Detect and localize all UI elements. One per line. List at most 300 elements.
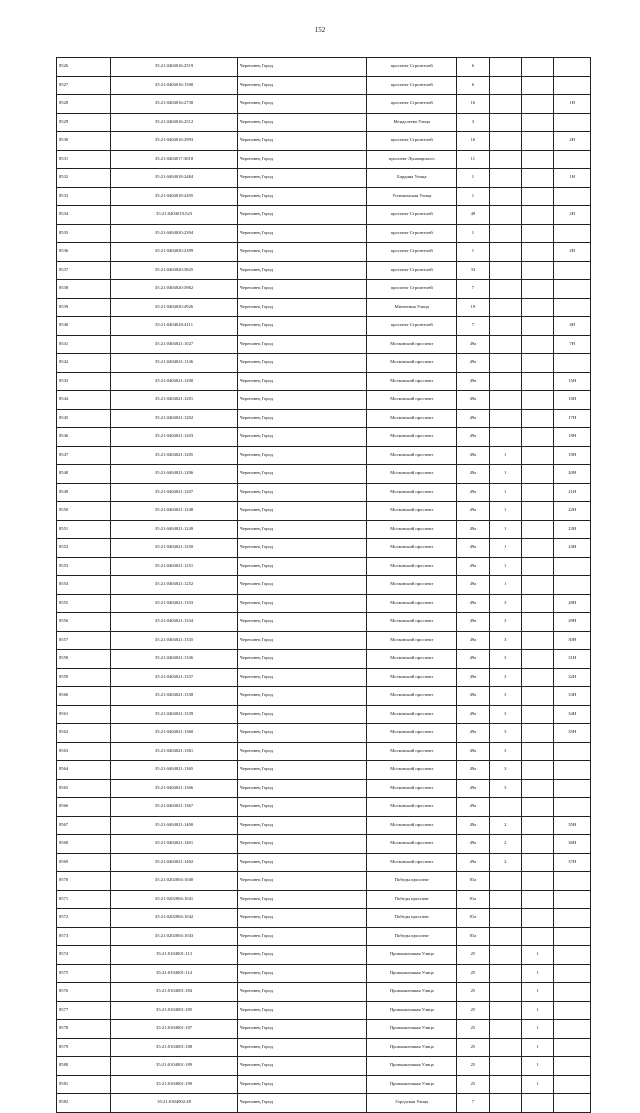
cell-city: Череповец Город: [237, 816, 367, 835]
cell-street: Московский проспект: [367, 576, 457, 595]
cell-building: 3: [489, 631, 521, 650]
cell-city: Череповец Город: [237, 909, 367, 928]
cell-city: Череповец Город: [237, 95, 367, 114]
cell-cadastral-number: 35:21:0404019:523: [111, 206, 237, 225]
table-row: [57, 58, 591, 77]
cell-row-number: 8526: [57, 58, 111, 77]
cell-house-number: 49а: [457, 557, 489, 576]
table-row: [57, 520, 591, 539]
cell-building: 3: [489, 613, 521, 632]
cell-cadastral-number: 35:21:0404020:4926: [111, 298, 237, 317]
cell-city: Череповец Город: [237, 557, 367, 576]
cell-cadastral-number: 35:21:0104001:187: [111, 1020, 237, 1039]
cell-building: 1: [489, 520, 521, 539]
cell-house-number: 49а: [457, 687, 489, 706]
cell-premises: [554, 150, 591, 169]
cell-premises: [554, 58, 591, 77]
table-row: [57, 261, 591, 280]
cell-house-number: 25: [457, 964, 489, 983]
cell-house-number: 49а: [457, 779, 489, 798]
cell-premises: 21Н: [554, 483, 591, 502]
cell-street: Победы проспект: [367, 872, 457, 891]
cell-premises: [554, 576, 591, 595]
cell-row-number: 8542: [57, 354, 111, 373]
cell-building: [489, 317, 521, 336]
cell-city: Череповец Город: [237, 576, 367, 595]
cell-street: Московский проспект: [367, 742, 457, 761]
cell-premises: [554, 798, 591, 817]
cell-street: Московский проспект: [367, 687, 457, 706]
cell-city: Череповец Город: [237, 132, 367, 151]
cell-building: [489, 58, 521, 77]
cell-premises: 20Н: [554, 465, 591, 484]
cell-house-number: 7: [457, 280, 489, 299]
cell-street: Победы проспект: [367, 890, 457, 909]
table-row: [57, 816, 591, 835]
cell-row-number: 8565: [57, 779, 111, 798]
cell-row-number: 8564: [57, 761, 111, 780]
cell-building: [489, 354, 521, 373]
cell-street: Московский проспект: [367, 705, 457, 724]
cell-city: Череповец Город: [237, 983, 367, 1002]
table-row: [57, 317, 591, 336]
cell-structure: 1: [521, 1057, 553, 1076]
cell-premises: 32Н: [554, 668, 591, 687]
table-row: [57, 872, 591, 891]
cell-street: проспект Луначарского: [367, 150, 457, 169]
cell-house-number: 49а: [457, 816, 489, 835]
cell-premises: [554, 927, 591, 946]
cell-building: [489, 798, 521, 817]
cell-street: Промышленная Улица: [367, 1001, 457, 1020]
cell-premises: [554, 224, 591, 243]
cell-house-number: 49а: [457, 576, 489, 595]
cell-cadastral-number: 35:21:0202004:1040: [111, 872, 237, 891]
cell-building: 3: [489, 724, 521, 743]
cell-row-number: 8545: [57, 409, 111, 428]
cell-house-number: 49а: [457, 650, 489, 669]
cell-premises: 24Н: [554, 539, 591, 558]
cell-street: Московский проспект: [367, 779, 457, 798]
table-row: [57, 150, 591, 169]
cell-city: Череповец Город: [237, 280, 367, 299]
cell-street: Московский проспект: [367, 372, 457, 391]
table-row: [57, 1020, 591, 1039]
cell-cadastral-number: 35:21:0404017:3018: [111, 150, 237, 169]
table-row: [57, 1094, 591, 1113]
cell-building: [489, 909, 521, 928]
cell-street: Московский проспект: [367, 853, 457, 872]
cell-city: Череповец Город: [237, 742, 367, 761]
cell-premises: [554, 1057, 591, 1076]
cell-cadastral-number: 35:21:0202004:1043: [111, 927, 237, 946]
cell-row-number: 8544: [57, 391, 111, 410]
cell-premises: 16Н: [554, 391, 591, 410]
cell-structure: [521, 409, 553, 428]
cell-structure: [521, 335, 553, 354]
cell-street: проспект Строителей: [367, 243, 457, 262]
cell-building: 1: [489, 539, 521, 558]
cell-cadastral-number: 35:21:0404018:2484: [111, 169, 237, 188]
cell-house-number: 16: [457, 132, 489, 151]
cell-city: Череповец Город: [237, 502, 367, 521]
cell-cadastral-number: 35:21:0104001:188: [111, 1038, 237, 1057]
cell-premises: [554, 113, 591, 132]
cell-cadastral-number: 35:21:0404020:3962: [111, 280, 237, 299]
cell-building: 1: [489, 502, 521, 521]
cell-premises: 15Н: [554, 372, 591, 391]
cell-structure: [521, 354, 553, 373]
table-row: [57, 298, 591, 317]
cell-city: Череповец Город: [237, 872, 367, 891]
cell-structure: [521, 835, 553, 854]
cell-house-number: 49а: [457, 502, 489, 521]
cell-street: Милютина Улица: [367, 298, 457, 317]
cell-street: Московский проспект: [367, 631, 457, 650]
cell-building: [489, 206, 521, 225]
cell-building: [489, 372, 521, 391]
cell-cadastral-number: 35:21:0404021:1207: [111, 483, 237, 502]
cell-street: проспект Строителей: [367, 261, 457, 280]
cell-structure: [521, 391, 553, 410]
cell-row-number: 8563: [57, 742, 111, 761]
cell-structure: [521, 853, 553, 872]
cell-street: Менделеева Улица: [367, 113, 457, 132]
cell-house-number: 49а: [457, 520, 489, 539]
cell-street: проспект Строителей: [367, 280, 457, 299]
cell-row-number: 8530: [57, 132, 111, 151]
cell-row-number: 8570: [57, 872, 111, 891]
cell-structure: 1: [521, 1075, 553, 1094]
cell-building: [489, 113, 521, 132]
cell-premises: [554, 983, 591, 1002]
table-row: [57, 95, 591, 114]
cell-cadastral-number: 35:21:0304002:48: [111, 1094, 237, 1113]
cell-premises: 7Н: [554, 335, 591, 354]
cell-building: [489, 872, 521, 891]
cell-premises: [554, 909, 591, 928]
cell-cadastral-number: 35:21:0104001:184: [111, 983, 237, 1002]
cell-street: Промышленная Улица: [367, 964, 457, 983]
cell-structure: [521, 465, 553, 484]
cell-row-number: 8576: [57, 983, 111, 1002]
table-row: [57, 206, 591, 225]
cell-house-number: 49а: [457, 354, 489, 373]
cell-street: Победы проспект: [367, 927, 457, 946]
cell-street: проспект Строителей: [367, 317, 457, 336]
table-row: [57, 502, 591, 521]
cell-premises: 4Н: [554, 317, 591, 336]
cell-street: Московский проспект: [367, 409, 457, 428]
cell-house-number: 25: [457, 1001, 489, 1020]
cell-street: Московский проспект: [367, 391, 457, 410]
cell-city: Череповец Город: [237, 409, 367, 428]
cell-structure: [521, 317, 553, 336]
table-body: [57, 58, 591, 1113]
cell-building: 3: [489, 668, 521, 687]
cell-street: Промышленная Улица: [367, 946, 457, 965]
cell-city: Череповец Город: [237, 1020, 367, 1039]
table-row: [57, 243, 591, 262]
cell-house-number: 49а: [457, 853, 489, 872]
cell-premises: 35Н: [554, 724, 591, 743]
cell-row-number: 8531: [57, 150, 111, 169]
cell-building: [489, 428, 521, 447]
cell-premises: [554, 1038, 591, 1057]
table-row: [57, 132, 591, 151]
table-row: [57, 631, 591, 650]
cell-house-number: 6: [457, 58, 489, 77]
cell-structure: [521, 742, 553, 761]
table-row: [57, 76, 591, 95]
cell-structure: [521, 95, 553, 114]
cell-structure: [521, 428, 553, 447]
cell-city: Череповец Город: [237, 705, 367, 724]
cell-house-number: 49а: [457, 483, 489, 502]
table-row: [57, 927, 591, 946]
cell-cadastral-number: 35:21:0404021:1202: [111, 409, 237, 428]
table-row: [57, 853, 591, 872]
table-row: [57, 335, 591, 354]
cell-structure: [521, 187, 553, 206]
cell-row-number: 8569: [57, 853, 111, 872]
cell-city: Череповец Город: [237, 1057, 367, 1076]
cell-cadastral-number: 35:21:0404021:1400: [111, 816, 237, 835]
cell-house-number: 49а: [457, 428, 489, 447]
table-row: [57, 983, 591, 1002]
cell-row-number: 8529: [57, 113, 111, 132]
cell-city: Череповец Город: [237, 539, 367, 558]
cell-premises: 36Н: [554, 835, 591, 854]
cell-cadastral-number: 35:21:0404021:1361: [111, 742, 237, 761]
cell-street: Московский проспект: [367, 594, 457, 613]
cell-building: [489, 150, 521, 169]
cell-cadastral-number: 35:21:0404021:1365: [111, 761, 237, 780]
table-row: [57, 1001, 591, 1020]
cell-street: Московский проспект: [367, 724, 457, 743]
cell-cadastral-number: 35:21:0404021:1248: [111, 502, 237, 521]
cell-cadastral-number: 35:21:0404021:1333: [111, 594, 237, 613]
cell-premises: [554, 742, 591, 761]
cell-premises: 19Н: [554, 446, 591, 465]
cell-building: [489, 298, 521, 317]
cell-street: проспект Строителей: [367, 76, 457, 95]
cell-cadastral-number: 35:21:0404021:1249: [111, 520, 237, 539]
cell-city: Череповец Город: [237, 520, 367, 539]
cell-row-number: 8578: [57, 1020, 111, 1039]
table-row: [57, 224, 591, 243]
cell-row-number: 8560: [57, 687, 111, 706]
cell-structure: [521, 483, 553, 502]
cell-cadastral-number: 35:21:0404021:1027: [111, 335, 237, 354]
cell-premises: [554, 1094, 591, 1113]
cell-cadastral-number: 35:21:0404021:1200: [111, 372, 237, 391]
table-row: [57, 742, 591, 761]
cell-row-number: 8579: [57, 1038, 111, 1057]
cell-structure: [521, 1094, 553, 1113]
cell-street: Московский проспект: [367, 483, 457, 502]
cell-house-number: 49а: [457, 668, 489, 687]
cell-cadastral-number: 35:21:0404021:1252: [111, 576, 237, 595]
cell-street: Московский проспект: [367, 520, 457, 539]
cell-house-number: 49а: [457, 465, 489, 484]
cell-street: Московский проспект: [367, 335, 457, 354]
table-row: [57, 687, 591, 706]
cell-premises: 1Н: [554, 169, 591, 188]
cell-premises: 37Н: [554, 853, 591, 872]
cell-structure: [521, 872, 553, 891]
table-row: [57, 964, 591, 983]
cell-structure: [521, 169, 553, 188]
cell-row-number: 8561: [57, 705, 111, 724]
cell-row-number: 8554: [57, 576, 111, 595]
cell-building: [489, 983, 521, 1002]
cell-cadastral-number: 35:21:0404021:1136: [111, 354, 237, 373]
cell-structure: [521, 132, 553, 151]
cell-structure: [521, 298, 553, 317]
cell-building: 2: [489, 816, 521, 835]
cell-premises: 30Н: [554, 631, 591, 650]
cell-house-number: 25: [457, 1038, 489, 1057]
cell-row-number: 8539: [57, 298, 111, 317]
cell-row-number: 8549: [57, 483, 111, 502]
cell-cadastral-number: 35:21:0404016:2519: [111, 58, 237, 77]
cell-structure: [521, 890, 553, 909]
table-row: [57, 779, 591, 798]
cell-house-number: 11: [457, 150, 489, 169]
cell-row-number: 8556: [57, 613, 111, 632]
cell-city: Череповец Город: [237, 631, 367, 650]
cell-premises: 31Н: [554, 650, 591, 669]
cell-premises: [554, 354, 591, 373]
cell-structure: [521, 613, 553, 632]
cell-cadastral-number: 35:21:0202004:1042: [111, 909, 237, 928]
cell-city: Череповец Город: [237, 1038, 367, 1057]
cell-premises: 2Н: [554, 243, 591, 262]
cell-house-number: 25: [457, 1075, 489, 1094]
cell-cadastral-number: 35:21:0404021:1366: [111, 779, 237, 798]
cell-building: [489, 261, 521, 280]
cell-cadastral-number: 35:21:0404020:4111: [111, 317, 237, 336]
cell-house-number: 6: [457, 76, 489, 95]
cell-street: проспект Строителей: [367, 206, 457, 225]
cell-city: Череповец Город: [237, 391, 367, 410]
cell-row-number: 8547: [57, 446, 111, 465]
cell-house-number: 25: [457, 946, 489, 965]
cell-premises: [554, 280, 591, 299]
cell-street: Промышленная Улица: [367, 983, 457, 1002]
cell-city: Череповец Город: [237, 243, 367, 262]
cell-building: [489, 187, 521, 206]
cell-premises: 33Н: [554, 687, 591, 706]
cell-city: Череповец Город: [237, 946, 367, 965]
cell-street: Московский проспект: [367, 668, 457, 687]
cell-house-number: 49а: [457, 594, 489, 613]
cell-row-number: 8551: [57, 520, 111, 539]
cell-house-number: 25: [457, 1020, 489, 1039]
cell-city: Череповец Город: [237, 779, 367, 798]
cell-cadastral-number: 35:21:0104001:190: [111, 1075, 237, 1094]
cell-row-number: 8541: [57, 335, 111, 354]
cell-building: 3: [489, 705, 521, 724]
cell-structure: [521, 705, 553, 724]
cell-house-number: 25: [457, 1057, 489, 1076]
cell-structure: 1: [521, 964, 553, 983]
cell-city: Череповец Город: [237, 465, 367, 484]
cell-street: Промышленная Улица: [367, 1038, 457, 1057]
cell-city: Череповец Город: [237, 594, 367, 613]
cell-building: 2: [489, 835, 521, 854]
table-row: [57, 705, 591, 724]
cell-row-number: 8558: [57, 650, 111, 669]
cell-premises: [554, 1001, 591, 1020]
table-row: [57, 428, 591, 447]
cell-city: Череповец Город: [237, 150, 367, 169]
cell-house-number: 81а: [457, 909, 489, 928]
cell-cadastral-number: 35:21:0404021:1401: [111, 835, 237, 854]
cell-row-number: 8532: [57, 169, 111, 188]
cell-house-number: 1: [457, 187, 489, 206]
cell-building: [489, 280, 521, 299]
cell-cadastral-number: 35:21:0404021:1335: [111, 631, 237, 650]
cell-city: Череповец Город: [237, 668, 367, 687]
cell-building: [489, 927, 521, 946]
cell-building: [489, 1094, 521, 1113]
cell-building: 3: [489, 761, 521, 780]
cell-row-number: 8582: [57, 1094, 111, 1113]
cell-cadastral-number: 35:21:0404021:1360: [111, 724, 237, 743]
cell-building: 3: [489, 742, 521, 761]
cell-house-number: 49а: [457, 761, 489, 780]
cell-street: Московский проспект: [367, 835, 457, 854]
cell-structure: [521, 594, 553, 613]
cell-house-number: 49а: [457, 798, 489, 817]
cell-premises: [554, 761, 591, 780]
cell-city: Череповец Город: [237, 261, 367, 280]
cell-premises: [554, 187, 591, 206]
cell-building: [489, 169, 521, 188]
cell-street: проспект Строителей: [367, 224, 457, 243]
cell-row-number: 8546: [57, 428, 111, 447]
cell-structure: [521, 909, 553, 928]
cell-street: Бардина Улица: [367, 169, 457, 188]
cell-cadastral-number: 35:21:0404021:1334: [111, 613, 237, 632]
table-row: [57, 909, 591, 928]
cell-city: Череповец Город: [237, 964, 367, 983]
cell-city: Череповец Город: [237, 169, 367, 188]
cell-building: [489, 1020, 521, 1039]
cell-city: Череповец Город: [237, 613, 367, 632]
cell-structure: [521, 224, 553, 243]
cell-premises: [554, 1075, 591, 1094]
cell-house-number: 49а: [457, 631, 489, 650]
cell-structure: [521, 576, 553, 595]
cell-building: 1: [489, 446, 521, 465]
cell-premises: 17Н: [554, 409, 591, 428]
cell-structure: [521, 724, 553, 743]
cell-city: Череповец Город: [237, 724, 367, 743]
cell-city: Череповец Город: [237, 1075, 367, 1094]
cell-building: 2: [489, 853, 521, 872]
cell-street: Московский проспект: [367, 613, 457, 632]
cell-row-number: 8555: [57, 594, 111, 613]
cell-premises: 28Н: [554, 594, 591, 613]
cell-city: Череповец Город: [237, 853, 367, 872]
cell-city: Череповец Город: [237, 428, 367, 447]
cell-cadastral-number: 35:21:0404021:1203: [111, 428, 237, 447]
table-row: [57, 594, 591, 613]
table-row: [57, 409, 591, 428]
